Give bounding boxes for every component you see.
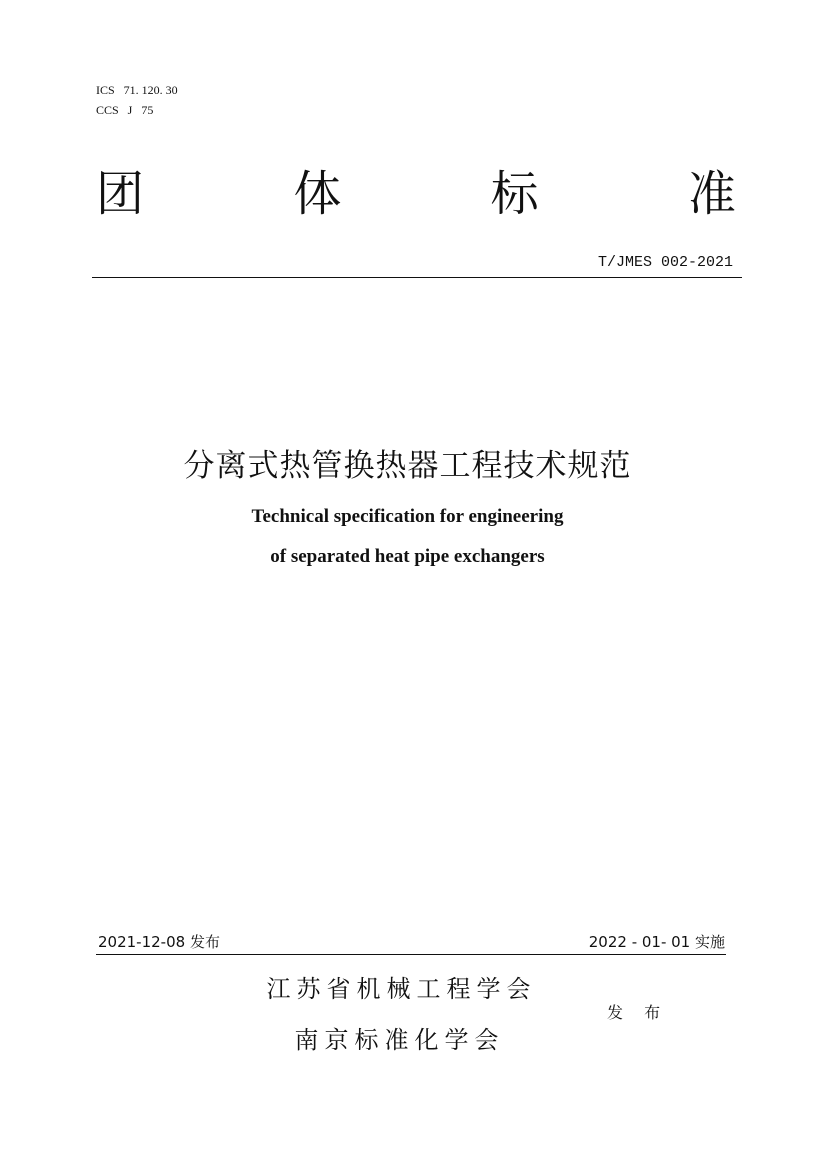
heading-char-2: 体	[293, 166, 342, 222]
heading-char-1: 团	[96, 166, 145, 222]
document-title-english-line1: Technical specification for engineering	[251, 506, 564, 527]
implementation-date: 2022 - 01- 01 实施	[588, 933, 725, 951]
heading-char-3: 标	[490, 166, 539, 222]
publisher-org-1: 江苏省机械工程学会	[266, 975, 537, 1003]
top-divider	[92, 277, 742, 278]
publish-label: 发 布	[607, 1003, 669, 1022]
publisher-org-2: 南京标准化学会	[294, 1026, 505, 1054]
document-title-english-line2: of separated heat pipe exchangers	[270, 546, 545, 567]
document-title-chinese: 分离式热管换热器工程技术规范	[183, 448, 632, 484]
bottom-divider	[96, 954, 726, 955]
issue-date: 2021-12-08 发布	[98, 933, 220, 951]
ics-code: ICS 71. 120. 30	[96, 83, 178, 97]
ccs-code: CCS J 75	[96, 103, 154, 117]
group-standard-heading	[96, 162, 736, 226]
heading-char-4: 准	[687, 166, 736, 222]
classification-codes	[96, 80, 178, 120]
standard-number: T/JMES 002-2021	[597, 254, 733, 271]
